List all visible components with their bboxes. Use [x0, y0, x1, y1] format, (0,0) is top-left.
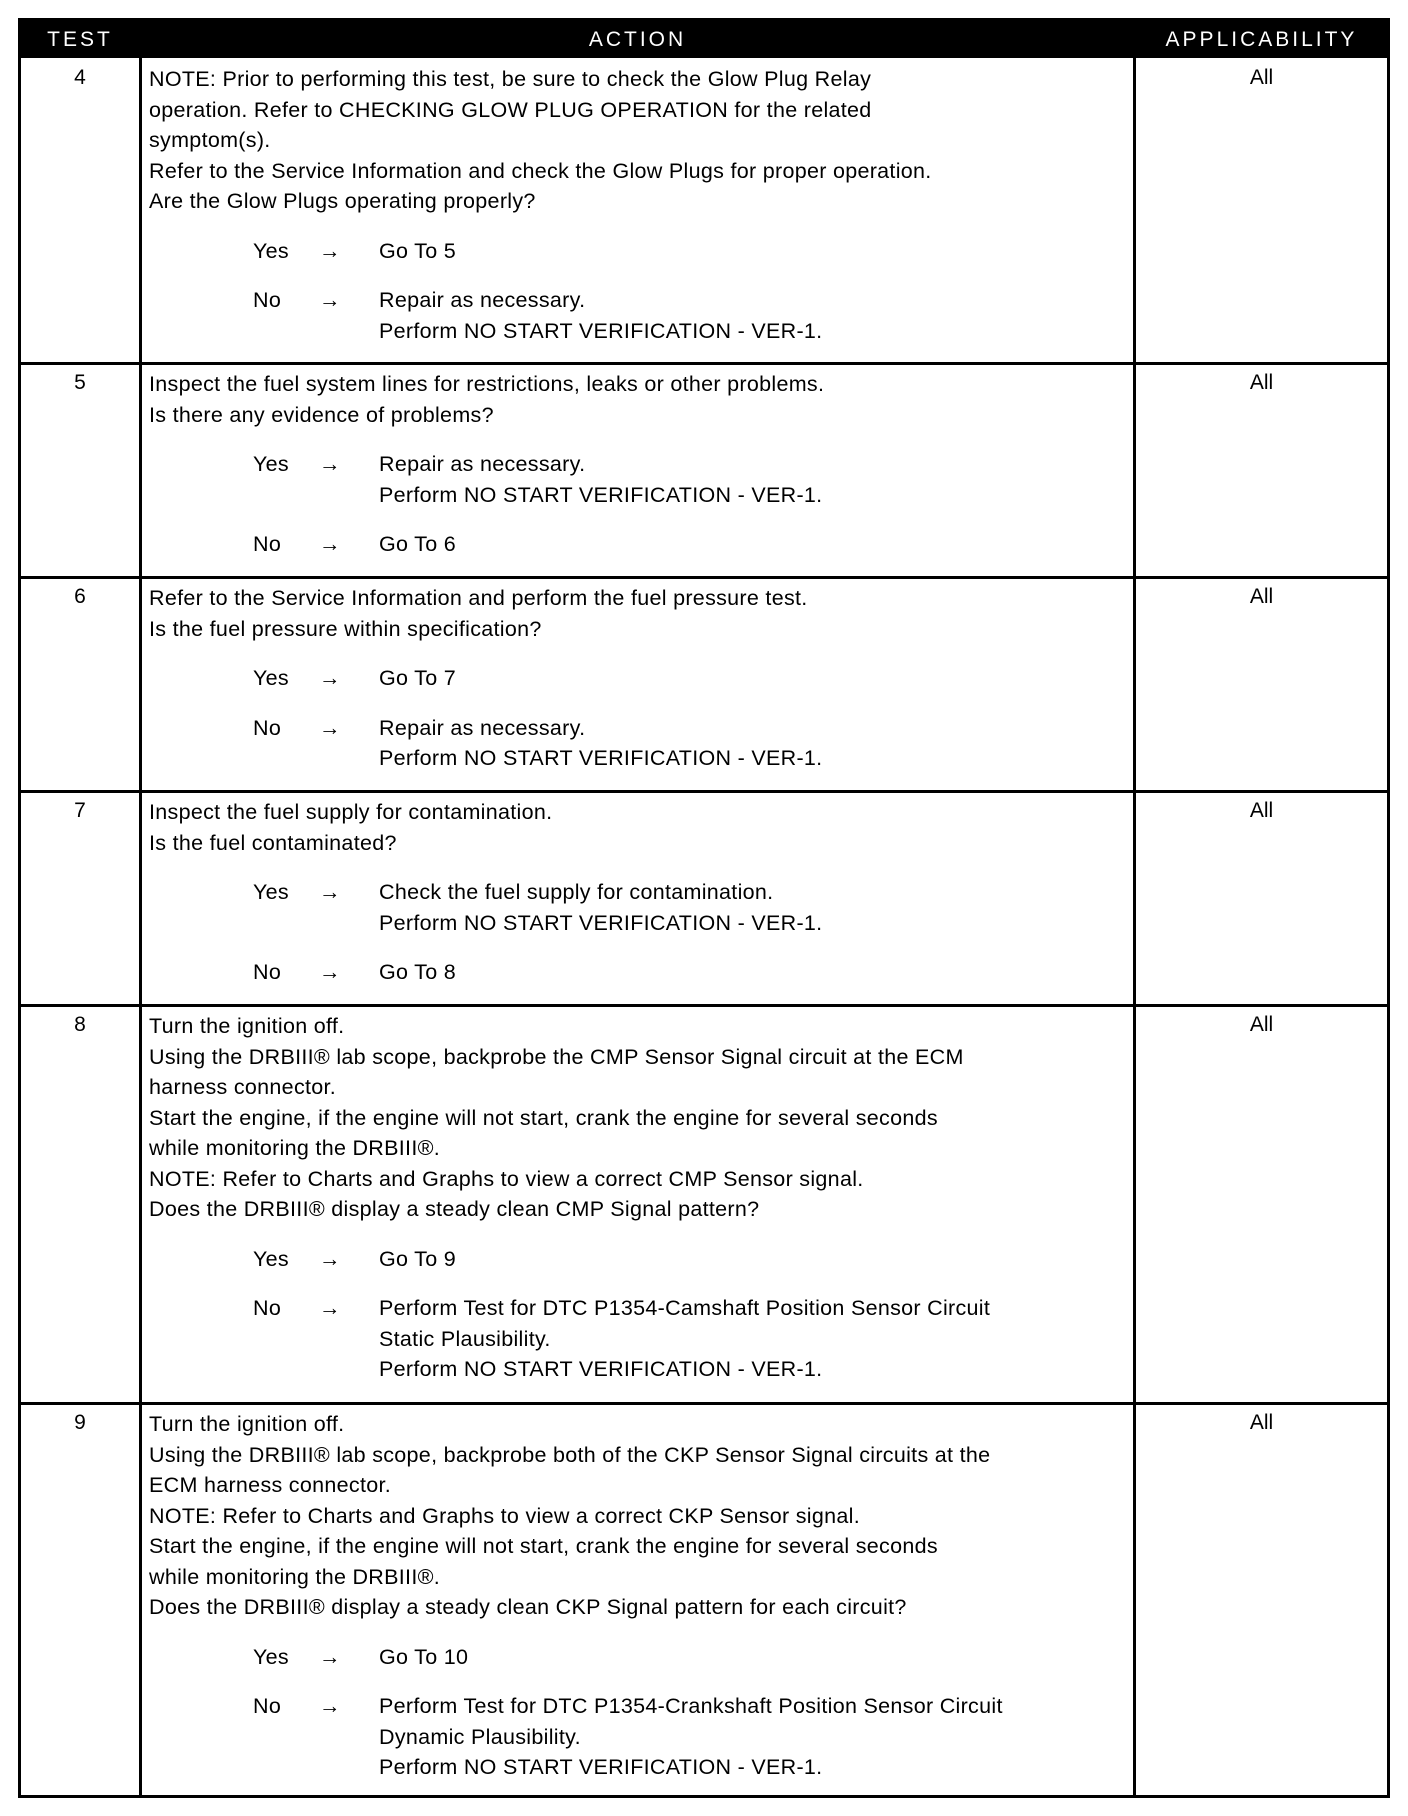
action-text [149, 64, 1139, 346]
no-instruction: Perform NO START VERIFICATION - VER-1. [379, 318, 823, 343]
no-branch [149, 529, 1139, 560]
arrow-right-icon: → [319, 1644, 341, 1669]
no-branch [149, 713, 1139, 774]
arrow-right-icon: → [319, 1694, 341, 1718]
no-label: No [253, 715, 282, 740]
applicability: All [1249, 1013, 1274, 1036]
yes-branch [149, 449, 1139, 510]
test-number: 9 [74, 1411, 86, 1434]
action-line: Does the DRBIII® display a steady clean CKP Signal pattern for each circuit? [149, 1595, 907, 1619]
action-line: Turn the ignition off. [149, 1412, 345, 1436]
no-label: No [253, 960, 282, 984]
no-label: No [253, 288, 282, 312]
no-branch [149, 285, 1139, 346]
no-instruction: Repair as necessary. [379, 715, 586, 740]
action-line: NOTE: Refer to Charts and Graphs to view a correct CMP Sensor signal. [149, 1166, 864, 1191]
applicability: All [1249, 585, 1274, 608]
arrow-right-icon: → [319, 452, 341, 476]
action-line: Turn the ignition off. [149, 1014, 345, 1038]
arrow-right-icon: → [319, 288, 341, 312]
row-divider [21, 576, 1387, 579]
no-instruction: Static Plausibility. [379, 1326, 551, 1351]
yes-instruction: Go To 7 [379, 666, 457, 690]
yes-instruction: Go To 9 [379, 1246, 457, 1271]
arrow-right-icon: → [319, 532, 341, 556]
action-line: Refer to the Service Information and perform the fuel pressure test. [149, 586, 808, 610]
arrow-right-icon: → [319, 960, 341, 984]
no-instruction: Perform NO START VERIFICATION - VER-1. [379, 1755, 823, 1779]
yes-branch [149, 1642, 1139, 1673]
yes-branch [149, 877, 1139, 938]
applicability: All [1249, 1411, 1274, 1434]
action-line: operation. Refer to CHECKING GLOW PLUG OPERATION for the related [149, 97, 872, 122]
yes-instruction: Repair as necessary. [379, 452, 586, 476]
action-line: Is there any evidence of problems? [149, 402, 494, 427]
action-line: Inspect the fuel supply for contamination. [149, 800, 553, 824]
applicability: All [1249, 799, 1274, 822]
yes-label: Yes [253, 238, 289, 263]
yes-branch [149, 1244, 1139, 1275]
yes-label: Yes [253, 452, 289, 476]
applicability: All [1249, 371, 1274, 394]
no-instruction: Go To 8 [379, 960, 457, 984]
action-line: ECM harness connector. [149, 1473, 392, 1497]
column-divider-test [139, 21, 142, 1795]
applicability: All [1249, 66, 1274, 89]
arrow-right-icon: → [319, 1296, 341, 1320]
action-text [149, 583, 1139, 774]
row-divider [21, 1004, 1387, 1007]
no-instruction: Go To 6 [379, 532, 457, 556]
action-text [149, 797, 1139, 988]
no-branch [149, 957, 1139, 988]
action-line: Start the engine, if the engine will not start, crank the engine for several seconds [149, 1105, 938, 1130]
action-line: while monitoring the DRBIII®. [149, 1136, 441, 1160]
diagnostic-test-table [18, 18, 1390, 1798]
row-divider [21, 362, 1387, 365]
no-label: No [253, 1694, 282, 1718]
yes-instruction: Perform NO START VERIFICATION - VER-1. [379, 482, 823, 507]
action-line: Start the engine, if the engine will not start, crank the engine for several seconds [149, 1534, 938, 1558]
no-label: No [253, 532, 282, 556]
yes-instruction: Perform NO START VERIFICATION - VER-1. [379, 910, 823, 935]
no-branch [149, 1293, 1139, 1385]
no-instruction: Repair as necessary. [379, 288, 586, 312]
no-instruction: Perform NO START VERIFICATION - VER-1. [379, 1357, 823, 1381]
yes-label: Yes [253, 1246, 289, 1271]
action-line: NOTE: Prior to performing this test, be sure to check the Glow Plug Relay [149, 67, 872, 91]
arrow-right-icon: → [319, 715, 341, 740]
yes-instruction: Go To 10 [379, 1644, 469, 1669]
arrow-right-icon: → [319, 666, 341, 690]
arrow-right-icon: → [319, 1246, 341, 1271]
action-line: Using the DRBIII® lab scope, backprobe the CMP Sensor Signal circuit at the ECM [149, 1044, 964, 1069]
no-instruction: Perform Test for DTC P1354-Crankshaft Position Sensor Circuit [379, 1694, 1003, 1718]
action-text [149, 1409, 1139, 1783]
yes-instruction: Go To 5 [379, 238, 457, 263]
yes-label: Yes [253, 1644, 289, 1669]
action-line: Are the Glow Plugs operating properly? [149, 189, 536, 213]
test-number: 6 [74, 585, 86, 608]
header-action: ACTION [588, 28, 687, 51]
no-branch [149, 1691, 1139, 1783]
test-number: 4 [74, 66, 86, 89]
arrow-right-icon: → [319, 880, 341, 904]
test-number: 5 [74, 371, 86, 394]
test-number: 8 [74, 1013, 86, 1036]
yes-instruction: Check the fuel supply for contamination. [379, 880, 774, 904]
yes-branch [149, 236, 1139, 267]
action-line: Inspect the fuel system lines for restrictions, leaks or other problems. [149, 372, 825, 396]
test-number: 7 [74, 799, 86, 822]
action-line: symptom(s). [149, 128, 271, 152]
header-test: TEST [47, 28, 113, 51]
action-line: Does the DRBIII® display a steady clean CMP Signal pattern? [149, 1197, 760, 1221]
row-divider [21, 1402, 1387, 1405]
action-line: Is the fuel pressure within specification? [149, 616, 542, 641]
action-text [149, 369, 1139, 560]
no-label: No [253, 1296, 282, 1320]
no-instruction: Perform NO START VERIFICATION - VER-1. [379, 746, 823, 770]
arrow-right-icon: → [319, 238, 341, 263]
action-line: Using the DRBIII® lab scope, backprobe both of the CKP Sensor Signal circuits at the [149, 1442, 991, 1467]
action-text [149, 1011, 1139, 1385]
action-line: Is the fuel contaminated? [149, 830, 397, 855]
yes-label: Yes [253, 666, 289, 690]
action-line: Refer to the Service Information and check the Glow Plugs for proper operation. [149, 158, 932, 183]
no-instruction: Dynamic Plausibility. [379, 1724, 581, 1749]
row-divider [21, 790, 1387, 793]
action-line: while monitoring the DRBIII®. [149, 1564, 441, 1589]
no-instruction: Perform Test for DTC P1354-Camshaft Position Sensor Circuit [379, 1296, 991, 1320]
header-applicability: APPLICABILITY [1165, 28, 1358, 51]
table-header [21, 21, 1387, 58]
yes-branch [149, 663, 1139, 694]
yes-label: Yes [253, 880, 289, 904]
action-line: NOTE: Refer to Charts and Graphs to view a correct CKP Sensor signal. [149, 1503, 860, 1528]
action-line: harness connector. [149, 1075, 337, 1099]
